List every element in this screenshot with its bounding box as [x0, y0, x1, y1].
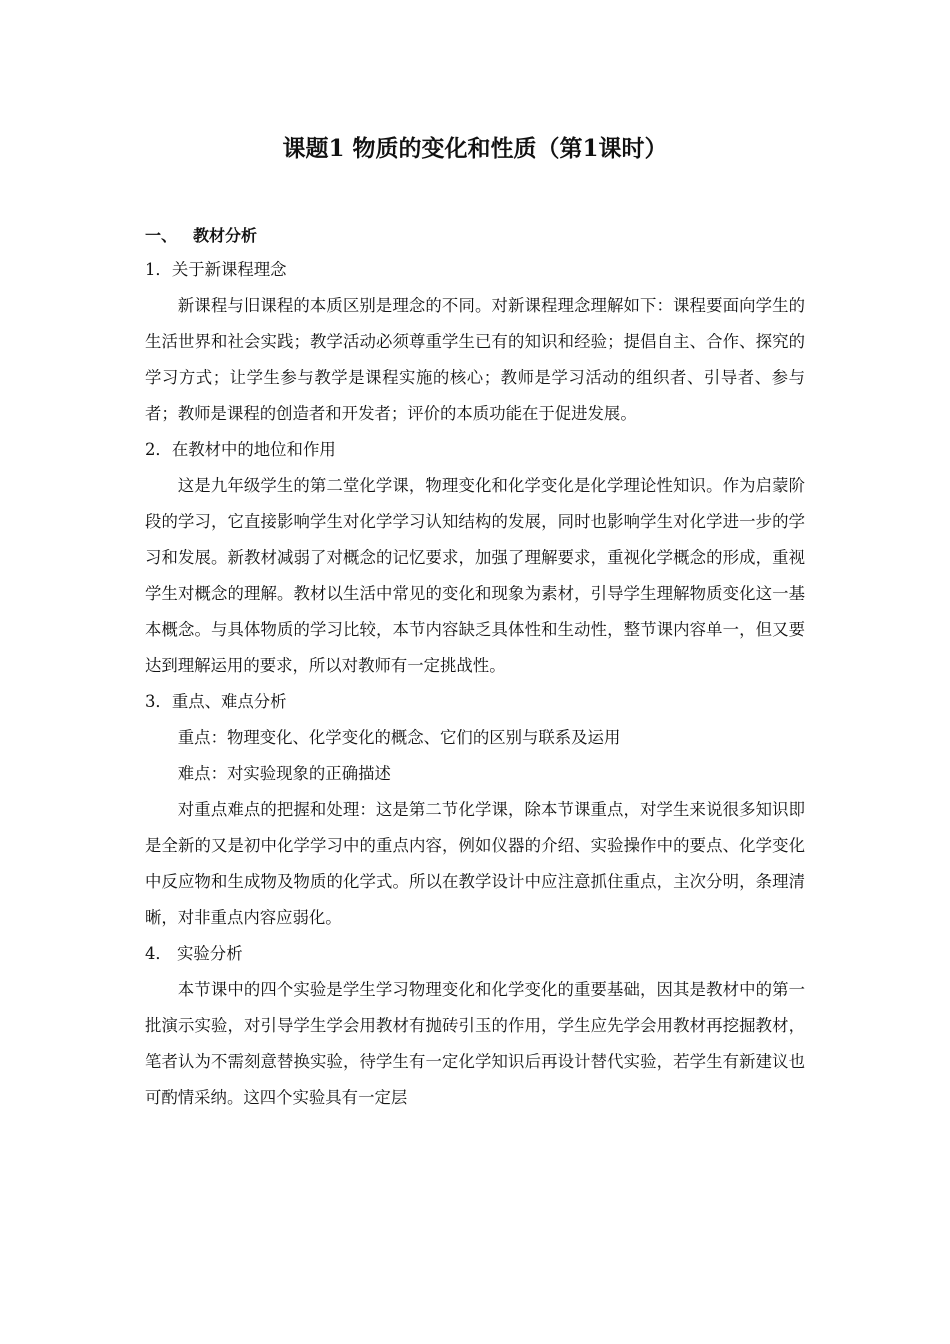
section-heading-teaching-material-analysis — [145, 222, 257, 250]
paragraph-position-role: 这是九年级学生的第二堂化学课，物理变化和化学变化是化学理论性知识。作为启蒙阶段的学习，它直接影响学生对化学学习认知结构的发展，同时也影响学生对化学进一步的学习和发展。新教材减弱了对概念的记忆要求，加强了理解要求，重视化学概念的形成，重视学生对概念的理解。教材以生活中常见的变化和现象为素材，引导学生理解物质变化这一基本概念。与具体物质的学习比较，本节内容缺乏具体性和生动性，整节课内容单一，但又要达到理解运用的要求，所以对教师有一定挑战性。 — [145, 476, 805, 675]
document-title: 课题1 物质的变化和性质（第1课时） — [282, 135, 668, 162]
section-number: 一、 — [145, 226, 178, 245]
key-point-line: 重点：物理变化、化学变化的概念、它们的区别与联系及运用 — [177, 728, 621, 747]
subsection-heading-experiment-analysis: 4． 实验分析 — [145, 944, 243, 963]
subsection-heading-new-curriculum: 1．关于新课程理念 — [145, 260, 287, 279]
paragraph-new-curriculum: 新课程与旧课程的本质区别是理念的不同。对新课程理念理解如下：课程要面向学生的生活世界和社会实践；教学活动必须尊重学生已有的知识和经验；提倡自主、合作、探究的学习方式；让学生参与教学是课程实施的核心；教师是学习活动的组织者、引导者、参与者；教师是课程的创造者和开发者；评价的本质功能在于促进发展。 — [145, 296, 805, 423]
subsection-heading-key-difficult-points: 3．重点、难点分析 — [145, 692, 287, 711]
difficulty-line: 难点：对实验现象的正确描述 — [177, 764, 391, 783]
paragraph-experiment-analysis: 本节课中的四个实验是学生学习物理变化和化学变化的重要基础，因其是教材中的第一批演示实验，对引导学生学会用教材有抛砖引玉的作用，学生应先学会用教材再挖掘教材，笔者认为不需刻意替换实验，待学生有一定化学知识后再设计替代实验，若学生有新建议也可酌情采纳。这四个实验具有一定层 — [145, 980, 805, 1107]
document-body — [145, 252, 805, 1116]
paragraph-key-difficult-handling: 对重点难点的把握和处理：这是第二节化学课，除本节课重点，对学生来说很多知识即是全新的又是初中化学学习中的重点内容，例如仪器的介绍、实验操作中的要点、化学变化中反应物和生成物及物质的化学式。所以在教学设计中应注意抓住重点，主次分明，条理清晰，对非重点内容应弱化。 — [145, 800, 805, 927]
subsection-heading-position-role: 2．在教材中的地位和作用 — [145, 440, 336, 459]
section-heading-text: 教材分析 — [193, 226, 258, 245]
